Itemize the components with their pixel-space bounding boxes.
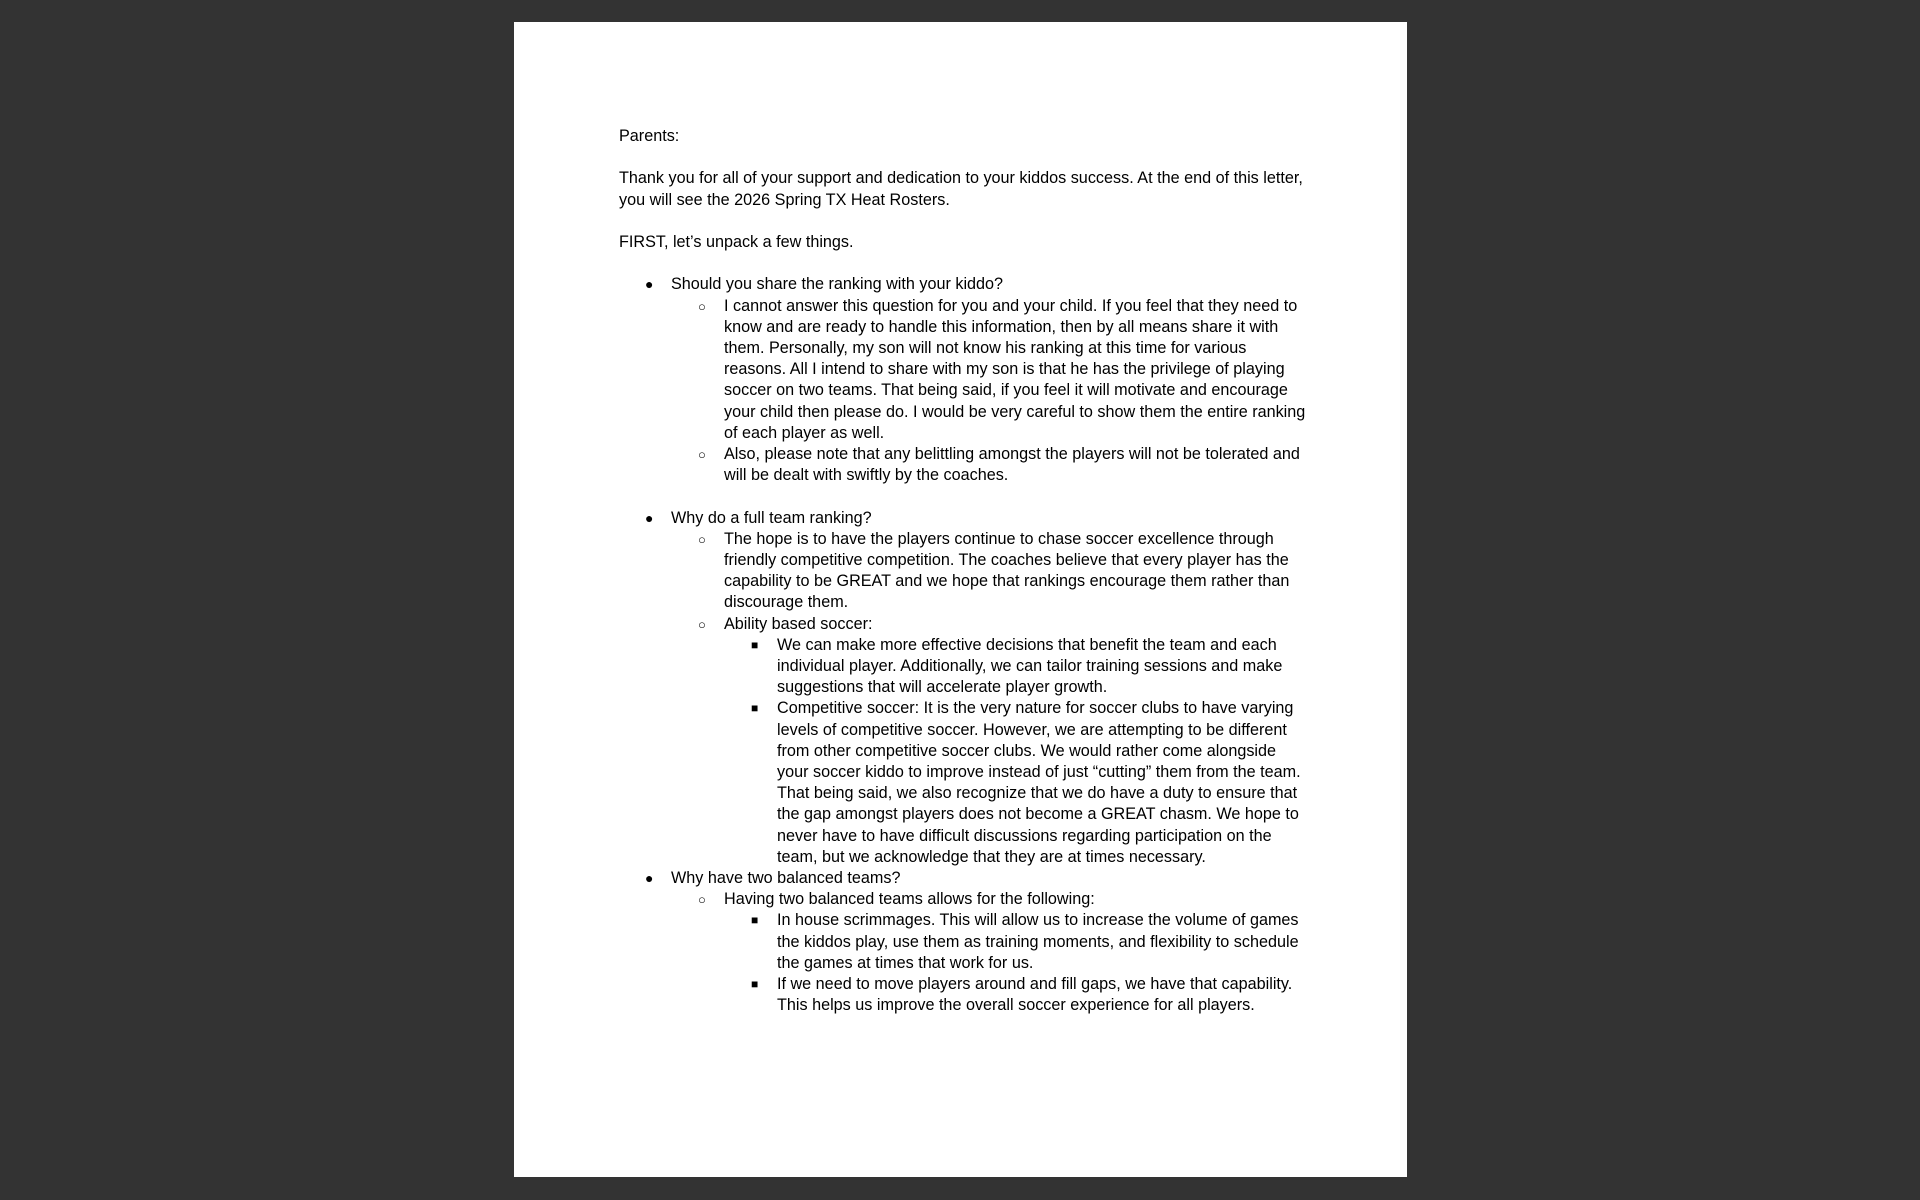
bullet-square-icon: ■: [751, 977, 759, 992]
list-item-q3-a1-s2: [619, 974, 1309, 1016]
bullet-circle-icon: ○: [698, 298, 706, 314]
list-item-text: Also, please note that any belittling amongst the players will not be tolerated and will be dealt with swiftly by the coaches.: [724, 445, 1300, 485]
document-body: [619, 126, 1309, 1016]
list-item-q3: [619, 868, 1309, 889]
list-item-text: Why have two balanced teams?: [671, 869, 901, 888]
document-page: [514, 22, 1407, 1177]
list-item-q1-a2: [619, 444, 1309, 486]
list-item-text: Having two balanced teams allows for the following:: [724, 890, 1095, 909]
list-item-q3-a1-s1: [619, 910, 1309, 974]
bullet-square-icon: ■: [751, 701, 759, 716]
first-paragraph: FIRST, let’s unpack a few things.: [619, 232, 854, 251]
list-item-text: We can make more effective decisions that benefit the team and each individual player. Additionally, we can tailor training sessions and make suggestions that will accelerate player growth.: [777, 635, 1283, 697]
list-item-q1-a1: [619, 296, 1309, 444]
bullet-circle-icon: ○: [698, 447, 706, 462]
list-item-text: Should you share the ranking with your kiddo?: [671, 275, 1004, 294]
list-item-q2-a1: [619, 529, 1309, 614]
list-item-q2-a2: [619, 614, 1309, 635]
list-item-text: If we need to move players around and fill gaps, we have that capability. This helps us improve the overall soccer experience for all players.: [777, 975, 1293, 1015]
list-item-text: In house scrimmages. This will allow us to increase the volume of games the kiddos play, use them as training moments, and flexibility to schedule the games at times that work for us.: [777, 911, 1299, 972]
spacer: [619, 486, 1309, 507]
bullet-circle-icon: ○: [698, 616, 706, 632]
list-item-q2-a2-s1: [619, 635, 1309, 699]
list-item-q2: [619, 508, 1309, 529]
list-item-text: The hope is to have the players continue to chase soccer excellence through friendly competitive competition. The coaches believe that every player has the capability to be GREAT and we hope that rankings encourage them rather than discourage them.: [724, 529, 1290, 612]
list-item-text: Ability based soccer:: [724, 614, 873, 633]
bullet-circle-icon: ○: [698, 531, 706, 547]
bullet-square-icon: ■: [751, 913, 759, 928]
list-item-q2-a2-s2: [619, 698, 1309, 868]
list-item-text: Why do a full team ranking?: [671, 508, 872, 527]
greeting: Parents:: [619, 127, 680, 145]
bullet-circle-icon: ○: [698, 892, 706, 908]
list-item-q1: [619, 274, 1309, 295]
bullet-disc-icon: ●: [645, 509, 654, 526]
bullet-square-icon: ■: [751, 637, 759, 652]
list-item-q3-a1: [619, 889, 1309, 910]
bullet-disc-icon: ●: [645, 870, 654, 887]
bullet-disc-icon: ●: [645, 276, 654, 293]
list-item-text: I cannot answer this question for you and your child. If you feel that they need to know and are ready to handle this information, then by all means share it with them. Personally, my son will not know his ranking at this time for various reasons. All I intend to share with my son is that he has the privilege of playing soccer on two teams. That being said, if you feel it will motivate and encourage your child then please do. I would be very careful to show them the entire ranking of each player as well.: [724, 296, 1306, 442]
list-item-text: Competitive soccer: It is the very nature for soccer clubs to have varying levels of competitive soccer. However, we are attempting to be different from other competitive soccer clubs. We would rather come alongside your soccer kiddo to improve instead of just “cutting” them from the team. That being said, we also recognize that we do have a duty to ensure that the gap amongst players does not become a GREAT chasm. We hope to never have to have difficult discussions regarding participation on the team, but we acknowledge that they are at times necessary.: [777, 699, 1301, 866]
intro-paragraph: Thank you for all of your support and dedication to your kiddos success. At the end of this letter, you will see the 2026 Spring TX Heat Rosters.: [619, 169, 1303, 209]
